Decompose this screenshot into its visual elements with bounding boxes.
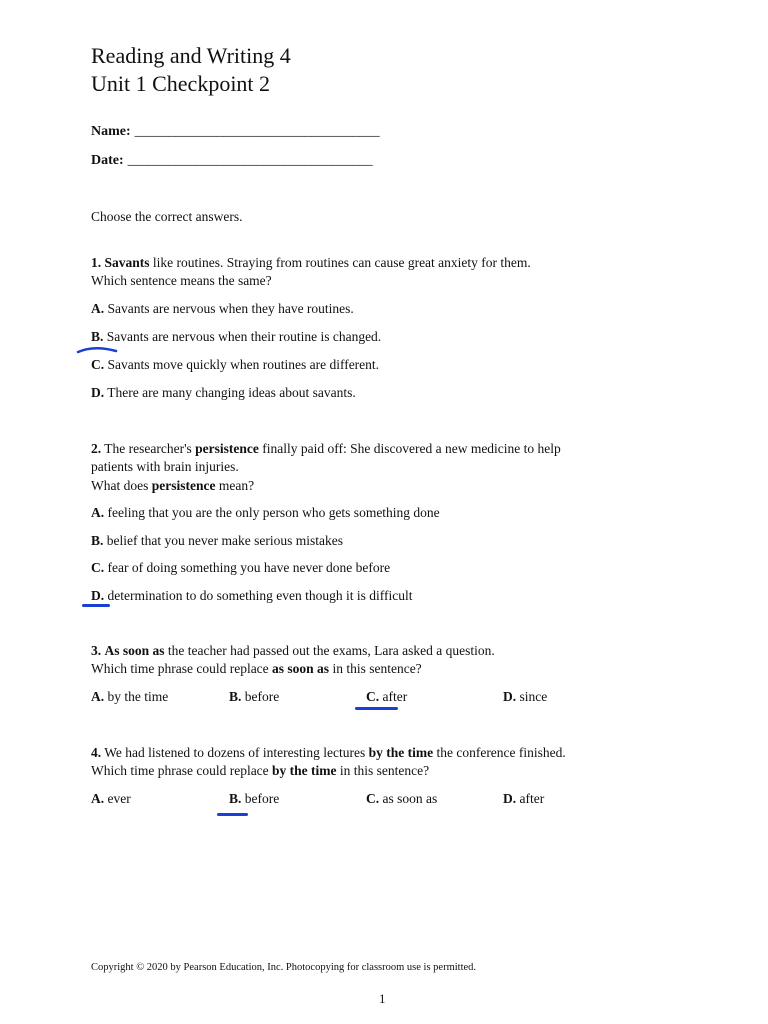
question-1-text: like routines. Straying from routines can cause great anxiety for them.	[149, 255, 531, 270]
question-1-option-c: C. Savants move quickly when routines are different.	[91, 357, 380, 372]
question-2-stem-continued: patients with brain injuries.	[91, 459, 239, 474]
question-1-number: 1.	[91, 255, 102, 270]
question-1-option-a: A. Savants are nervous when they have routines.	[91, 301, 354, 316]
question-1-term: Savants	[104, 255, 150, 270]
name-blank: ____________________________________	[134, 124, 380, 139]
question-3-option-d: D. since	[503, 689, 548, 704]
question-4-option-b: B. before	[229, 791, 280, 806]
question-1-option-d: D. There are many changing ideas about savants.	[91, 385, 356, 400]
instructions: Choose the correct answers.	[91, 209, 243, 224]
question-2-prompt: What does persistence mean?	[91, 478, 255, 493]
question-3-option-a: A. by the time	[91, 689, 169, 704]
question-4-option-d: D. after	[503, 791, 545, 806]
question-4-term: by the time	[368, 745, 434, 760]
date-label: Date:	[91, 153, 124, 168]
question-2-term: persistence	[195, 441, 259, 456]
question-2-option-a: A. feeling that you are the only person who gets something done	[91, 505, 440, 520]
question-2-number: 2.	[91, 441, 102, 456]
question-2-option-b: B. belief that you never make serious mistakes	[91, 533, 343, 548]
question-1-option-b: B. Savants are nervous when their routine is changed.	[91, 329, 382, 344]
question-4-stem: 4. We had listened to dozens of interesting lectures by the time the conference finished.	[91, 745, 566, 760]
document-subtitle: Unit 1 Checkpoint 2	[91, 71, 271, 96]
date-field	[91, 151, 372, 169]
question-3-option-c: C. after	[366, 689, 408, 704]
question-3-number: 3.	[91, 643, 102, 658]
question-4-prompt: Which time phrase could replace by the time in this sentence?	[91, 763, 430, 778]
question-1-stem	[91, 254, 531, 272]
date-blank: ____________________________________	[127, 153, 373, 168]
question-2-option-d: D. determination to do something even though it is difficult	[91, 588, 413, 603]
name-field	[91, 122, 379, 140]
question-3-term: As soon as	[104, 643, 165, 658]
document-title: Reading and Writing 4	[91, 43, 291, 68]
question-4-option-a: A. ever	[91, 791, 131, 806]
question-4-option-c: C. as soon as	[366, 791, 438, 806]
page-number: 1	[379, 991, 386, 1006]
name-label: Name:	[91, 124, 131, 139]
question-3-prompt: Which time phrase could replace as soon as in this sentence?	[91, 661, 422, 676]
question-1-prompt: Which sentence means the same?	[91, 273, 272, 288]
answer-mark-q2	[82, 604, 110, 607]
question-2-stem: 2. The researcher's persistence finally paid off: She discovered a new medicine to help	[91, 441, 561, 456]
question-2-option-c: C. fear of doing something you have never done before	[91, 560, 391, 575]
answer-mark-q3	[355, 707, 398, 710]
answer-mark-q4	[217, 813, 248, 816]
answer-mark-q1	[76, 342, 120, 356]
question-4-number: 4.	[91, 745, 102, 760]
question-3-stem: 3. As soon as the teacher had passed out the exams, Lara asked a question.	[91, 643, 495, 658]
copyright-notice: Copyright © 2020 by Pearson Education, Inc. Photocopying for classroom use is permitted.	[91, 962, 477, 973]
question-3-option-b: B. before	[229, 689, 280, 704]
